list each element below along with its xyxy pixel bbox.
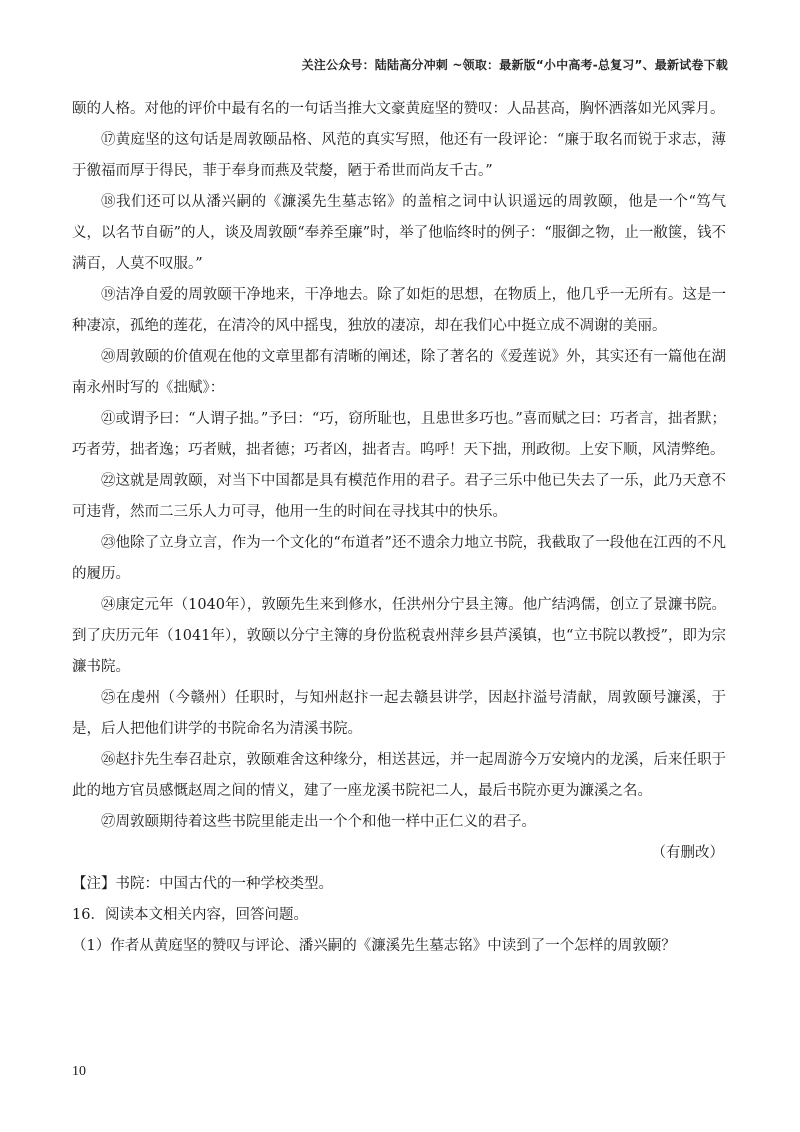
paragraph-23: ㉓他除了立身立言，作为一个文化的“布道者”还不遗余力地立书院，我截取了一段他在江西的不凡的履历。 bbox=[72, 535, 726, 582]
paragraph-24: ㉔康定元年（1040年），敦颐先生来到修水，任洪州分宁县主簿。他广结鸿儒，创立了景濂书院。到了庆历元年（1041年），敦颐以分宁主簿的身份监税袁州萍乡县芦溪镇，也“立书院以教授”，即为宗濂书院。 bbox=[72, 597, 726, 675]
paragraph-25: ㉕在虔州（今赣州）任职时，与知州赵抃一起去赣县讲学，因赵抃溢号清献，周敦颐号濂溪，于是，后人把他们讲学的书院命名为清溪书院。 bbox=[72, 690, 726, 737]
question-16-part-1: （1）作者从黄庭坚的赞叹与评论、潘兴嗣的《濂溪先生墓志铭》中读到了一个怎样的周敦颐？ bbox=[72, 938, 676, 954]
paragraph-22: ㉒这就是周敦颐，对当下中国都是具有模范作用的君子。君子三乐中他已失去了一乐，此乃天意不可违背，然而二三乐人力可寻，他用一生的时间在寻找其中的快乐。 bbox=[72, 473, 726, 520]
article-body bbox=[72, 94, 726, 962]
source-credit: （有删改） bbox=[651, 845, 724, 861]
page-number: 10 bbox=[72, 1064, 86, 1079]
footnote: 【注】书院：中国古代的一种学校类型。 bbox=[72, 876, 333, 892]
paragraph-27: ㉗周敦颐期待着这些书院里能走出一个个和他一样中正仁义的君子。 bbox=[101, 814, 536, 830]
page-header-banner: 关注公众号：陆陆高分冲刺 ~领取：最新版“小中高考-总复习”、最新试卷下载 bbox=[301, 58, 728, 72]
paragraph-18: ⑱我们还可以从潘兴嗣的《濂溪先生墓志铭》的盖棺之词中认识遥远的周敦颐，他是一个“笃气义，以名节自砺”的人，谈及周敦颐“奉养至廉”时，举了他临终时的例子：“服御之物，止一敝箧，钱不满百，人莫不叹服。” bbox=[72, 194, 726, 272]
paragraph-20: ⑳周敦颐的价值观在他的文章里都有清晰的阐述，除了著名的《爱莲说》外，其实还有一篇他在湖南永州时写的《拙赋》： bbox=[72, 349, 726, 396]
paragraph-19: ⑲洁净自爱的周敦颐干净地来，干净地去。除了如炬的思想，在物质上，他几乎一无所有。这是一种凄凉，孤绝的莲花，在清冷的风中摇曳，独放的凄凉，却在我们心中挺立成不凋谢的美丽。 bbox=[72, 287, 726, 334]
question-16: 16．阅读本文相关内容，回答问题。 bbox=[72, 907, 308, 923]
paragraph-26: ㉖赵抃先生奉召赴京，敦颐难舍这种缘分，相送甚远，并一起周游今万安境内的龙溪，后来任职于此的地方官员感慨赵周之间的情义，建了一座龙溪书院祀二人，最后书院亦更为濂溪之名。 bbox=[72, 752, 726, 799]
paragraph-21: ㉑或谓予曰：“人谓子拙。”予曰：“巧，窃所耻也，且患世多巧也。”喜而赋之曰：巧者言，拙者默；巧者劳，拙者逸；巧者贼，拙者德；巧者凶，拙者吉。呜呼！天下拙，刑政彻。上安下顺，风清弊绝。 bbox=[72, 411, 726, 458]
paragraph-17: ⑰黄庭坚的这句话是周敦颐品格、风范的真实写照，他还有一段评论：“廉于取名而锐于求志，薄于徼福而厚于得民，菲于奉身而燕及茕嫠，陋于希世而尚友千古。” bbox=[72, 132, 726, 179]
paragraph-0: 颐的人格。对他的评价中最有名的一句话当推大文豪黄庭坚的赞叹：人品甚高，胸怀洒落如光风霁月。 bbox=[72, 101, 725, 117]
